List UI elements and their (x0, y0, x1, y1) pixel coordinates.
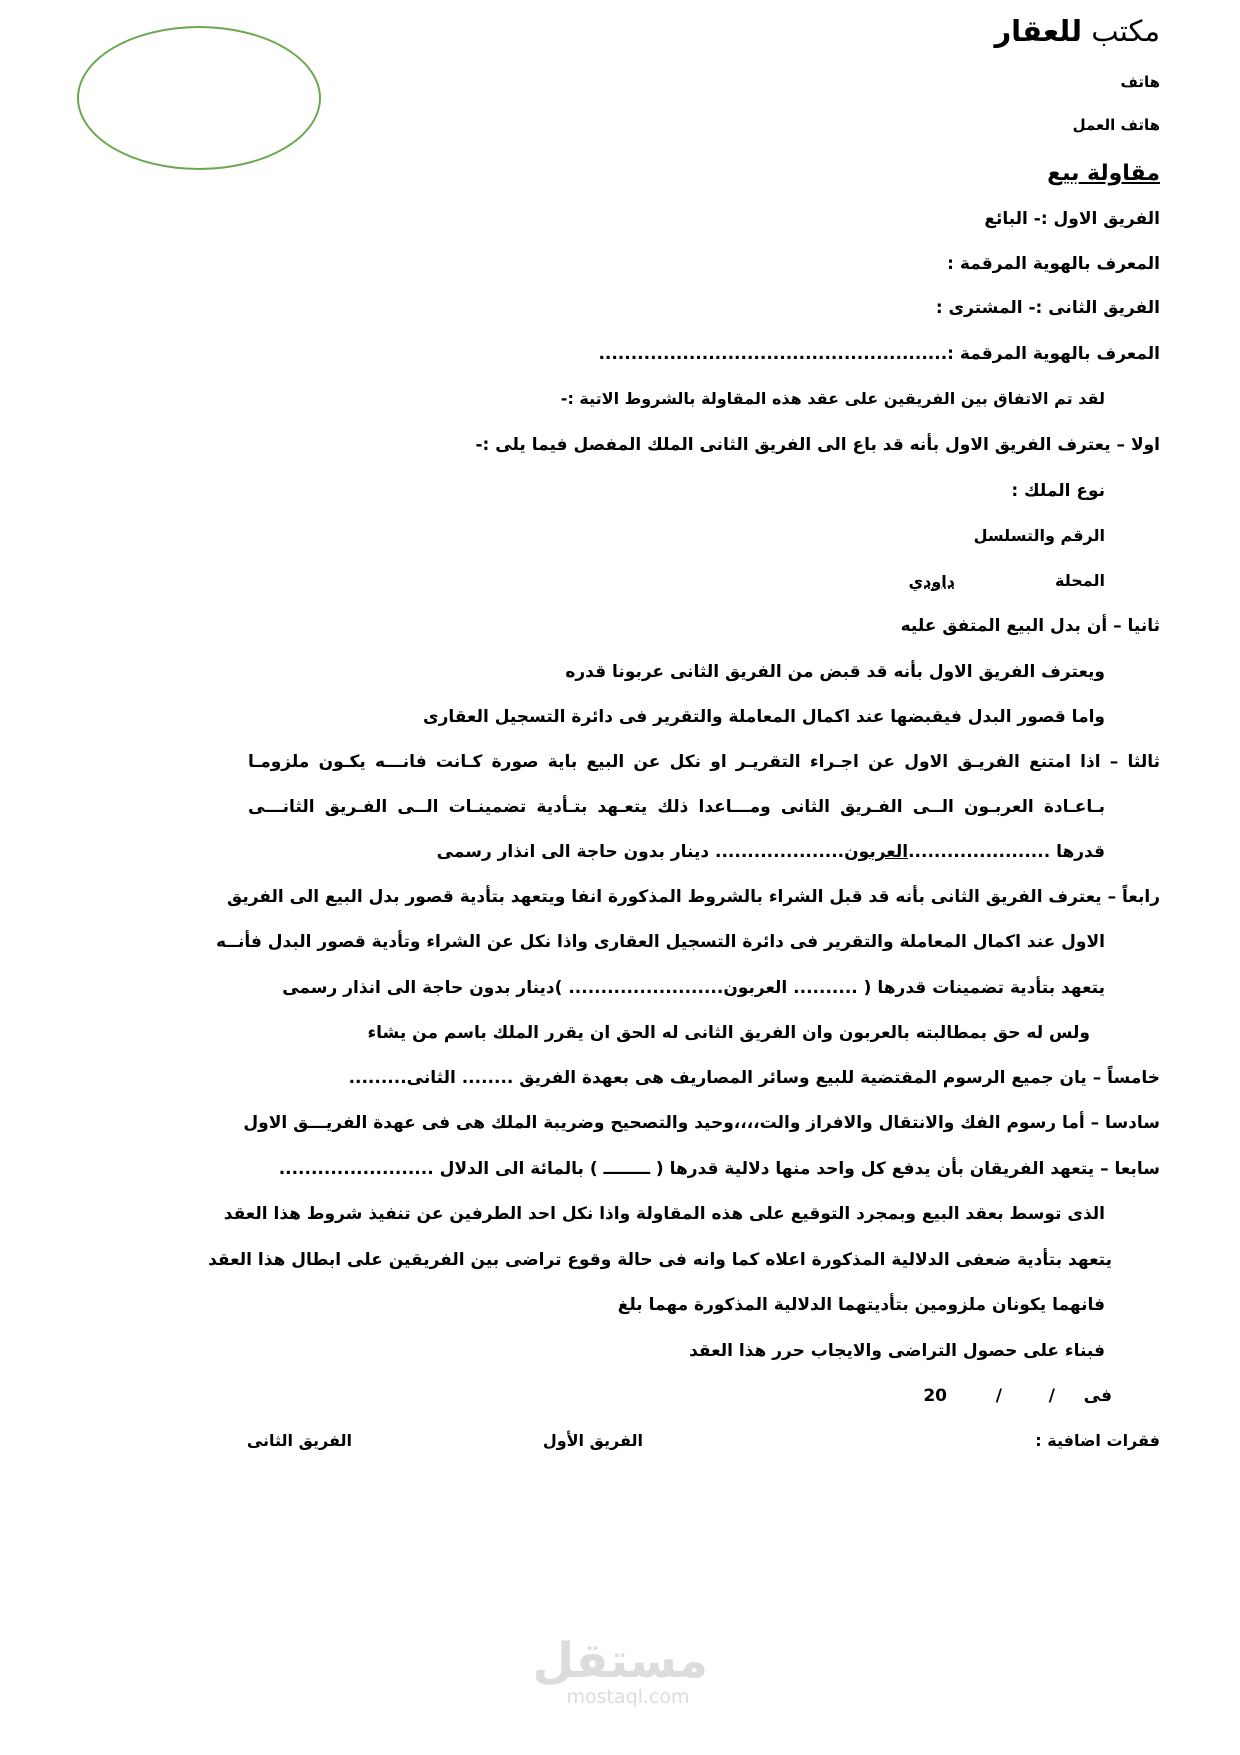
clause-6: سادسا – أما رسوم الفك والانتقال والافراز والت،،،،وحيد والتصحيح وضريبة الملك هى فى عهدة الفريـــق الاول (243, 1113, 1160, 1133)
date-year: 20 (923, 1386, 947, 1406)
closing-text: فبناء على حصول التراضى والايجاب حرر هذا العقد (689, 1341, 1105, 1361)
district-value: داودي (908, 572, 955, 591)
phone-label: هاتف (1120, 73, 1160, 91)
additional-clauses-label: فقرات اضافية : (1035, 1431, 1160, 1450)
district-label: المحلة (1055, 571, 1105, 590)
office-name: للعقار (994, 14, 1082, 48)
clause-3-line-2: بـاعـادة العربـون الــى الفـريق الثانى ومـــاعدا ذلك يتعـهد بتـأدية تضمينـات الــى الفـريق الثانـــى (248, 797, 1105, 817)
clause-5: خامساً – يان جميع الرسوم المقتضية للبيع وسائر المصاريف هى بعهدة الفريق ........ الثانى......... (348, 1068, 1160, 1088)
intro-text: لقد تم الاتفاق بين الفريقين على عقد هذه المقاولة بالشروط الاتية :- (560, 389, 1105, 408)
date-separator-2: / (995, 1386, 1002, 1406)
clause-3-dots-1: ...................... (908, 842, 1051, 862)
watermark-latin: mostaql.com (566, 1686, 690, 1708)
clause-4-line-2: الاول عند اكمال المعاملة والتقرير فى دائرة التسجيل العقارى واذا نكل عن الشراء وتأدية قصور البدل فأنــه (216, 932, 1105, 952)
property-type: نوع الملك : (1011, 481, 1105, 501)
clause-3-line-1: ثالثا – اذا امتنع الفريـق الاول عن اجـراء التقريـر او نكل عن البيع باية صورة كـانت فانـــه يكـون ملزومـا (248, 752, 1160, 772)
clause-4-line-4: ولس له حق بمطالبته بالعربون وان الفريق الثانى له الحق ان يقرر الملك باسم من يشاء (367, 1023, 1090, 1043)
clause-4-line-3: يتعهد بتأدية تضمينات قدرها ( .......... العربون........................ )دينار بدون حاجة الى انذار رسمى (282, 978, 1105, 998)
clause-7-line-2: الذى توسط بعقد البيع وبمجرد التوقيع على هذه المقاولة واذا نكل احد الطرفين عن تنفيذ شروط هذا العقد (223, 1204, 1105, 1224)
clause-7-line-3: يتعهد بتأدية ضعفى الدلالية المذكورة اعلاه كما وانه فى حالة وقوع تراضى بين الفريقين على ابطال هذا العقد (208, 1250, 1112, 1270)
watermark-logo (532, 1633, 708, 1708)
second-party: الفريق الثانى :- المشترى : (935, 298, 1160, 318)
first-party-signature: الفريق الأول (542, 1431, 643, 1450)
date-separator-1: / (1048, 1386, 1055, 1406)
contract-title: مقاولة بيع (1047, 161, 1160, 186)
clause-2-line-1: ويعترف الفريق الاول بأنه قد قبض من الفريق الثانى عربونا قدره (565, 662, 1105, 682)
clause-3-amount-label: قدرها (1050, 842, 1105, 862)
work-phone-label: هاتف العمل (1072, 116, 1160, 134)
clause-7-line-4: فانهما يكونان ملزومين بتأديتهما الدلالية المذكورة مهما بلغ (617, 1295, 1105, 1315)
clause-3-line-3 (437, 840, 1105, 864)
second-party-signature: الفريق الثانى (246, 1431, 352, 1450)
clause-2: ثانيا – أن بدل البيع المتفق عليه (900, 616, 1160, 636)
date-prefix: فى (1083, 1386, 1112, 1406)
office-title (994, 12, 1160, 50)
clause-3-deposit-word: العربون (844, 842, 909, 862)
clause-3-amount-suffix: دينار بدون حاجة الى انذار رسمى (436, 842, 715, 862)
office-prefix: مكتب (1082, 14, 1160, 48)
clause-2-line-2: واما قصور البدل فيقبضها عند اكمال المعاملة والتقرير فى دائرة التسجيل العقارى (422, 707, 1105, 727)
clause-3-dots-2: .................... (714, 842, 845, 862)
first-party: الفريق الاول :- البائع (984, 209, 1160, 229)
stamp-seal-circle (77, 26, 321, 170)
second-party-id: المعرف بالهوية المرقمة :...................................................... (598, 344, 1160, 364)
clause-1: اولا – يعترف الفريق الاول بأنه قد باع الى الفريق الثانى الملك المفصل فيما يلى :- (475, 435, 1160, 455)
number-sequence: الرقم والتسلسل (973, 526, 1105, 545)
clause-4-line-1: رابعاً – يعترف الفريق الثانى بأنه قد قبل الشراء بالشروط المذكورة انفا ويتعهد بتأدية قصور بدل البيع الى الفريق (227, 887, 1160, 907)
clause-7-line-1: سابعا – يتعهد الفريقان بأن يدفع كل واحد منها دلالية قدرها ( ــــــــ ) بالمائة الى الدلال ........................ (278, 1159, 1160, 1179)
first-party-id: المعرف بالهوية المرقمة : (947, 254, 1160, 274)
watermark-arabic: مستقل (532, 1633, 708, 1689)
